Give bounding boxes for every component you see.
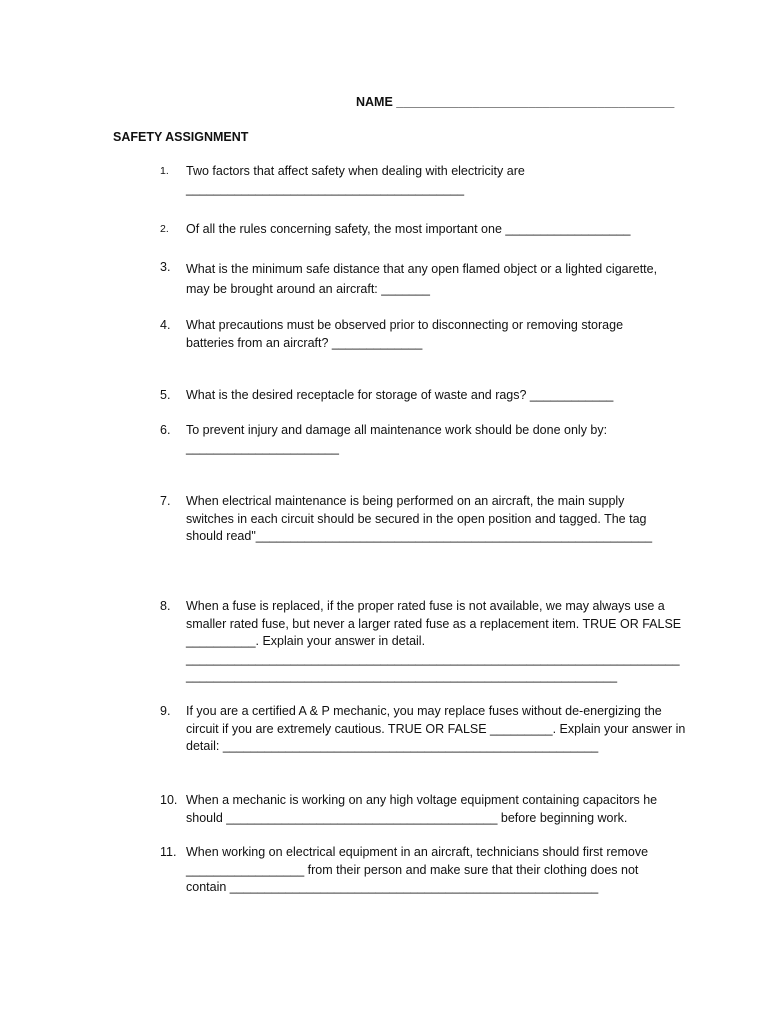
question-10 — [160, 792, 700, 827]
question-text: What is the desired receptacle for storage of waste and rags? ____________ — [186, 388, 614, 402]
question-text: When a fuse is replaced, if the proper rated fuse is not available, we may always use a smaller rated fuse, but never a larger rated fuse as a replacement item. TRUE OR FALSE __________. Explain your answer in detail. _______________________________________________________________________ ______________________________________________________________ — [186, 599, 682, 683]
question-text: When working on electrical equipment in an aircraft, technicians should first remove _________________ from their person and make sure that their clothing does not contain _____________________________________________________ — [186, 845, 649, 894]
question-text: What is the minimum safe distance that any open flamed object or a lighted cigarette, may be brought around an aircraft: _______ — [186, 262, 658, 296]
question-3 — [160, 259, 700, 299]
question-text: Two factors that affect safety when dealing with electricity are ________________________________________ — [186, 164, 525, 196]
question-11 — [160, 844, 700, 897]
question-text: To prevent injury and damage all maintenance work should be done only by: ______________________ — [186, 423, 608, 455]
question-text: When a mechanic is working on any high voltage equipment containing capacitors he should _______________________________________ before beginning work. — [186, 793, 658, 825]
question-4 — [160, 317, 700, 352]
question-text: When electrical maintenance is being performed on an aircraft, the main supply switches in each circuit should be secured in the open position and tagged. The tag should read"_________________________________________________________ — [186, 494, 653, 543]
question-text: What precautions must be observed prior to disconnecting or removing storage batteries from an aircraft? _____________ — [186, 318, 624, 350]
question-5 — [160, 387, 700, 405]
question-number: 4. — [160, 318, 171, 332]
question-number: 2. — [160, 223, 169, 235]
question-number: 10. — [160, 793, 178, 807]
question-number: 1. — [160, 165, 169, 177]
question-number: 5. — [160, 388, 171, 402]
name-field-line: NAME ________________________________________ — [356, 95, 675, 109]
question-number: 11. — [160, 845, 177, 859]
page-title: SAFETY ASSIGNMENT — [113, 130, 249, 144]
question-7 — [160, 493, 700, 546]
question-number: 3. — [160, 260, 171, 274]
question-6 — [160, 422, 700, 457]
question-2 — [160, 221, 700, 239]
question-number: 9. — [160, 704, 171, 718]
question-text: Of all the rules concerning safety, the most important one __________________ — [186, 222, 631, 236]
question-number: 7. — [160, 494, 171, 508]
question-1 — [160, 163, 700, 198]
question-8 — [160, 598, 700, 686]
question-9 — [160, 703, 700, 756]
question-text: If you are a certified A & P mechanic, you may replace fuses without de-energizing the circuit if you are extremely cautious. TRUE OR FALSE _________. Explain your answer in detail: ______________________________________________________ — [186, 704, 686, 753]
question-number: 8. — [160, 599, 171, 613]
question-number: 6. — [160, 423, 171, 437]
